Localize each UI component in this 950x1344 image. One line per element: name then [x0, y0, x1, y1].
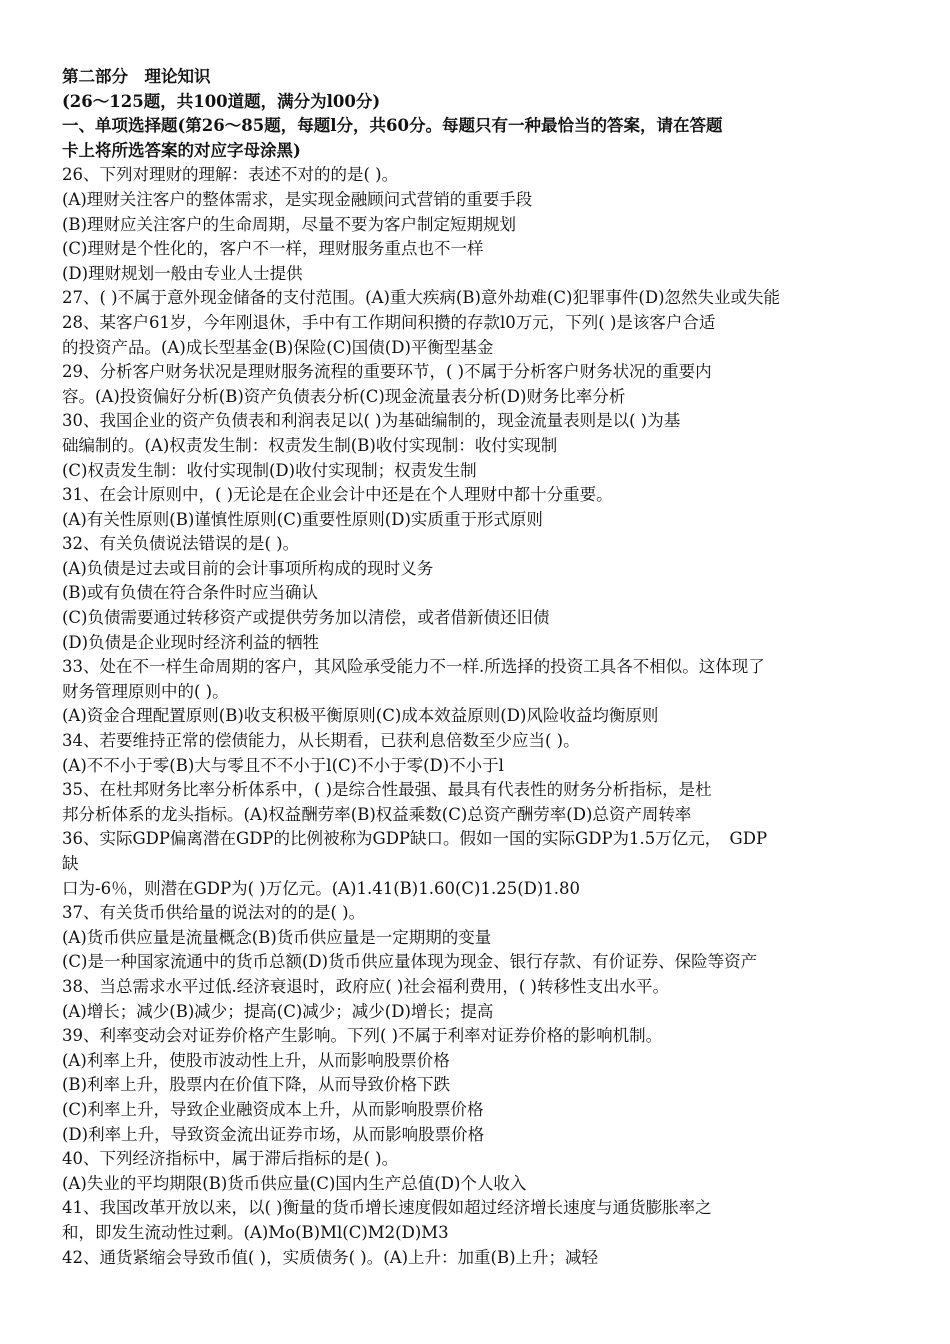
question-text-line: (A)资金合理配置原则(B)收支积极平衡原则(C)成本效益原则(D)风险收益均衡原则: [62, 706, 659, 726]
question-text-line: (A)理财关注客户的整体需求，是实现金融顾问式营销的重要手段: [62, 189, 533, 209]
question-text-line: (A)利率上升，使股市波动性上升，从而影响股票价格: [62, 1050, 450, 1070]
question-list: [62, 163, 902, 1270]
question-range: (26～125题，共100道题，满分为l00分): [62, 91, 381, 111]
question-text-line: (A)不不小于零(B)大与零且不不小于l(C)不小于零(D)不小于l: [62, 755, 504, 775]
question-text-line: 27、( )不属于意外现金储备的支付范围。(A)重大疾病(B)意外劫难(C)犯罪事件(D)忽然失业或失能: [62, 288, 781, 308]
question-text-line: (C)权责发生制：收付实现制(D)收付实现制；权责发生制: [62, 460, 477, 480]
question-text-line: (C)理财是个性化的，客户不一样，理财服务重点也不一样: [62, 239, 484, 259]
question-text-line: 29、分析客户财务状况是理财服务流程的重要环节，( )不属于分析客户财务状况的重要内: [62, 362, 712, 382]
section-instruction-line-2: 卡上将所选答案的对应字母涂黑): [62, 140, 301, 160]
question-text-line: (A)增长；减少(B)减少；提高(C)减少；减少(D)增长；提高: [62, 1001, 494, 1021]
question-text-line: 41、我国改革开放以来，以( )衡量的货币增长速度假如超过经济增长速度与通货膨胀率之: [62, 1198, 712, 1218]
question-text-line: 础编制的。(A)权责发生制：权责发生制(B)收付实现制：收付实现制: [62, 435, 558, 455]
question-text-line: (A)负债是过去或目前的会计事项所构成的现时义务: [62, 558, 434, 578]
question-text-line: (D)负债是企业现时经济利益的牺牲: [62, 632, 320, 652]
document-page: [62, 64, 902, 1270]
question-text-line: 32、有关负债说法错误的是( )。: [62, 534, 300, 554]
question-text-line: 财务管理原则中的( )。: [62, 681, 229, 701]
question-text-line: 30、我国企业的资产负债表和利润表足以( )为基础编制的，现金流量表则是以( )为基: [62, 411, 681, 431]
question-text-line: 容。(A)投资偏好分析(B)资产负债表分析(C)现金流量表分析(D)财务比率分析: [62, 386, 626, 406]
question-text-line: (C)是一种国家流通中的货币总额(D)货币供应量体现为现金、银行存款、有价证券、保险等资产: [62, 952, 758, 972]
question-text-line: 39、利率变动会对证券价格产生影响。下列( )不属于利率对证券价格的影响机制。: [62, 1026, 663, 1046]
question-text-line: 口为-6％，则潜在GDP为( )万亿元。(A)1.41(B)1.60(C)1.25(D)1.80: [62, 878, 581, 898]
section-instruction-line-1: 一、单项选择题(第26～85题，每题l分，共60分。每题只有一种最恰当的答案，请在答题: [62, 116, 723, 136]
question-text-line: 35、在杜邦财务比率分析体系中，( )是综合性最强、最具有代表性的财务分析指标，是杜: [62, 780, 712, 800]
question-text-line: (D)理财规划一般由专业人士提供: [62, 263, 303, 283]
question-text-line: 34、若要维持正常的偿债能力，从长期看，已获利息倍数至少应当( )。: [62, 731, 580, 751]
question-text-line: 和，即发生流动性过剩。(A)Mo(B)Ml(C)M2(D)M3: [62, 1222, 449, 1242]
question-text-line: (B)理财应关注客户的生命周期，尽量不要为客户制定短期规划: [62, 214, 516, 234]
question-text-line: 26、下列对理财的理解：表述不对的的是( )。: [62, 165, 399, 185]
question-text-line: 33、处在不一样生命周期的客户，其风险承受能力不一样.所选择的投资工具各不相似。这体现了: [62, 657, 765, 677]
question-text-line: 37、有关货币供给量的说法对的的是( )。: [62, 903, 366, 923]
question-text-line: 31、在会计原则中，( )无论是在企业会计中还是在个人理财中都十分重要。: [62, 485, 613, 505]
question-text-line: 缺: [62, 854, 79, 873]
question-text-line: 的投资产品。(A)成长型基金(B)保险(C)国债(D)平衡型基金: [62, 337, 494, 357]
question-text-line: 36、实际GDP偏离潜在GDP的比例被称为GDP缺口。假如一国的实际GDP为1.5万亿元， GDP: [62, 829, 768, 849]
question-text-line: 38、当总需求水平过低.经济衰退时，政府应( )社会福利费用，( )转移性支出水平。: [62, 976, 669, 996]
question-text-line: 40、下列经济指标中，属于滞后指标的是( )。: [62, 1149, 399, 1169]
question-text-line: 邦分析体系的龙头指标。(A)权益酬劳率(B)权益乘数(C)总资产酬劳率(D)总资产周转率: [62, 804, 692, 824]
question-text-line: (A)失业的平均期限(B)货币供应量(C)国内生产总值(D)个人收入: [62, 1173, 527, 1193]
part-title: 第二部分 理论知识: [62, 67, 211, 86]
question-text-line: (A)有关性原则(B)谨慎性原则(C)重要性原则(D)实质重于形式原则: [62, 509, 543, 529]
question-text-line: (B)利率上升，股票内在价值下降，从而导致价格下跌: [62, 1075, 450, 1095]
question-text-line: (C)负债需要通过转移资产或提供劳务加以清偿，或者借新债还旧债: [62, 608, 550, 628]
question-text-line: (C)利率上升，导致企业融资成本上升，从而影响股票价格: [62, 1099, 484, 1119]
question-text-line: 42、通货紧缩会导致币值( )，实质债务( )。(A)上升：加重(B)上升；减轻: [62, 1247, 599, 1267]
question-text-line: (B)或有负债在符合条件时应当确认: [62, 583, 318, 603]
question-text-line: (A)货币供应量是流量概念(B)货币供应量是一定期期的变量: [62, 927, 492, 947]
question-text-line: 28、某客户61岁，今年刚退休，手中有工作期间积攒的存款l0万元，下列( )是该客户合适: [62, 312, 716, 332]
question-text-line: (D)利率上升，导致资金流出证券市场，从而影响股票价格: [62, 1124, 485, 1144]
